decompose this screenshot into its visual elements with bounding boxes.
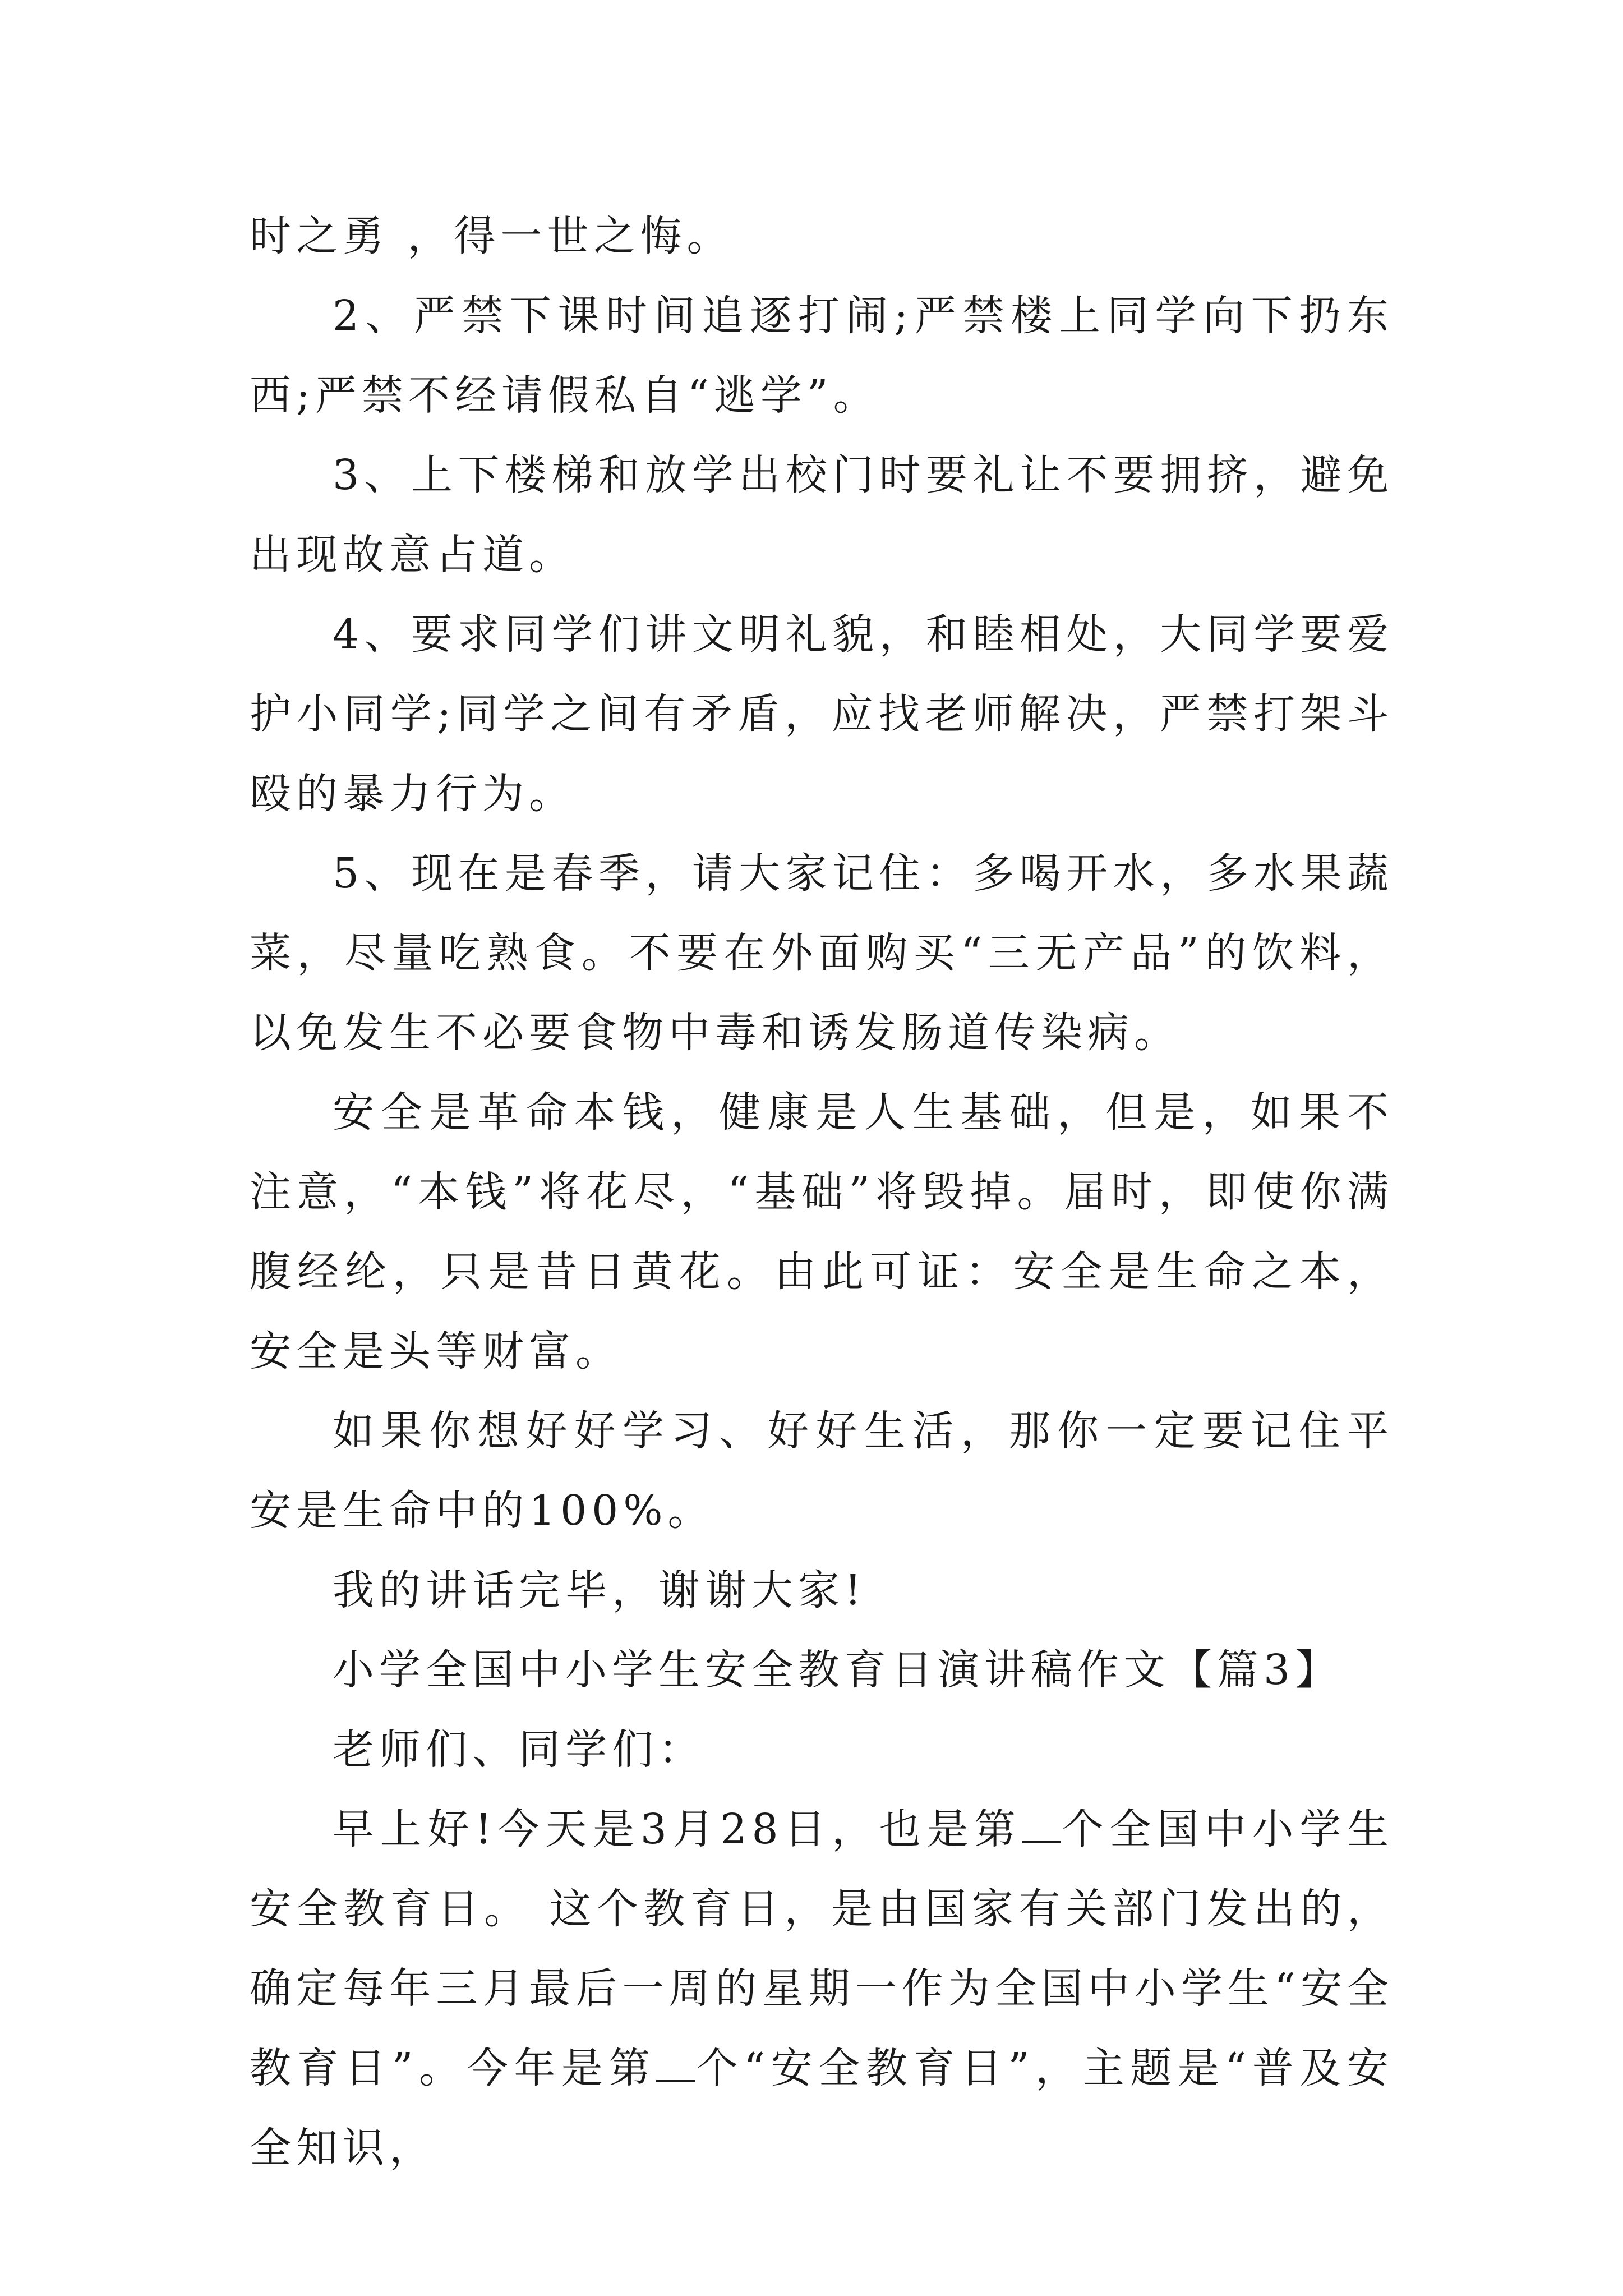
blank-underline — [656, 2045, 695, 2082]
paragraph-rule-4: 4、要求同学们讲文明礼貌，和睦相处，大同学要爱护小同学;同学之间有矛盾，应找老师解决，严禁打架斗殴的暴力行为。 — [250, 610, 1394, 818]
paragraph-continuation: 时之勇 ，得一世之悔。 — [250, 212, 734, 260]
paragraph-rule-2: 2、严禁下课时间追逐打闹;严禁楼上同学向下扔东西;严禁不经请假私自“逃学”。 — [250, 292, 1394, 420]
paragraph-closing: 我的讲话完毕，谢谢大家! — [333, 1566, 866, 1614]
intro-text-part-1: 早上好!今天是3月28日，也是第 — [333, 1805, 1022, 1853]
section-heading: 小学全国中小学生安全教育日演讲稿作文【篇3】 — [333, 1646, 1342, 1694]
document-body — [250, 196, 1394, 2188]
paragraph-greeting: 老师们、同学们： — [333, 1726, 705, 1774]
paragraph-remember-safety: 如果你想好好学习、好好生活，那你一定要记住平安是生命中的100%。 — [250, 1407, 1394, 1535]
paragraph-intro — [250, 1789, 1394, 2188]
intro-text-part-2: 个全国中小学生安全教育日。 这个教育日，是由国家有关部门发出的，确定每年三月最后一周的星期一作为全国中小学生“安全教育日”。今年是第 — [250, 1805, 1394, 2092]
intro-text-part-3: 个“安全教育日”，主题是“普及安全知识， — [250, 2044, 1394, 2172]
paragraph-rule-5: 5、现在是春季，请大家记住：多喝开水，多水果蔬菜，尽量吃熟食。不要在外面购买“三无产品”的饮料，以免发生不必要食物中毒和诱发肠道传染病。 — [250, 849, 1394, 1057]
blank-underline — [1022, 1806, 1061, 1843]
paragraph-safety-foundation: 安全是革命本钱，健康是人生基础，但是，如果不注意，“本钱”将花尽，“基础”将毁掉。届时，即使你满腹经纶，只是昔日黄花。由此可证：安全是生命之本，安全是头等财富。 — [250, 1088, 1394, 1375]
paragraph-rule-3: 3、上下楼梯和放学出校门时要礼让不要拥挤，避免出现故意占道。 — [250, 451, 1394, 579]
